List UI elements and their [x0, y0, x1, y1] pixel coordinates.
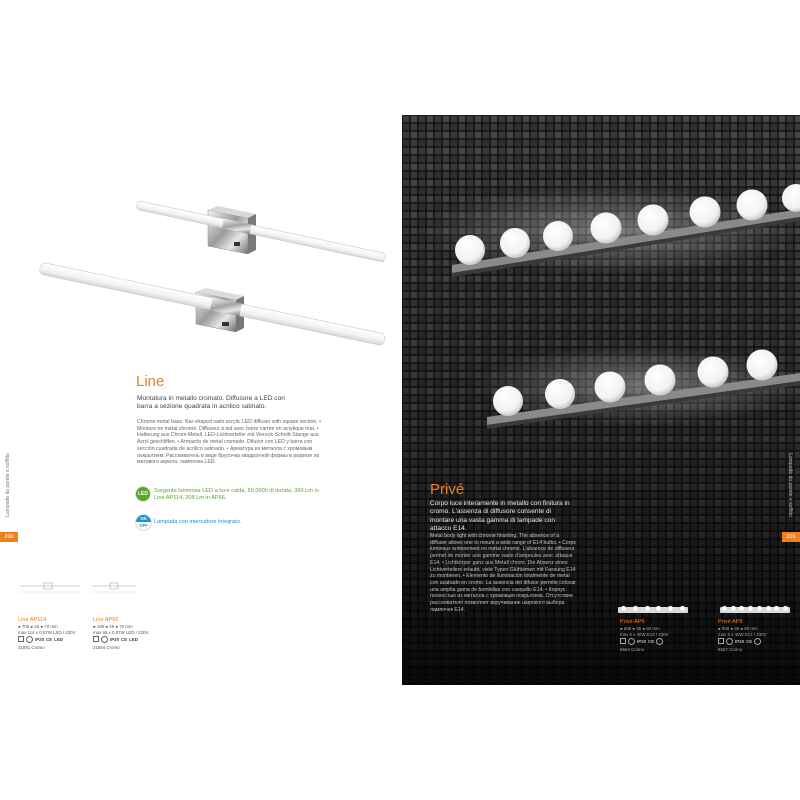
model-power: max 66 x 0,07W LED / 230V [93, 629, 149, 635]
prive-description-it: Corpo luce interamente in metallo con finitura in cromo. L'assenza di diffusore consente di montare una vasta gamma di lampade con attacco E14. [430, 500, 570, 533]
dimmer-icon [726, 638, 733, 645]
ce-badge: CE [648, 638, 655, 644]
class-icon [93, 636, 99, 642]
line-technical-drawings [18, 578, 143, 598]
dimmer-icon [628, 638, 635, 645]
line-model-ap66 [93, 617, 165, 651]
prive-model-ap6 [620, 619, 710, 653]
model-code: 6664 Cromo [620, 647, 645, 653]
bulb-icon [754, 638, 761, 645]
top-lamp-bar [136, 200, 386, 263]
on-off-icon [136, 515, 151, 530]
model-name: Privé AP8 [718, 619, 743, 625]
line-description-it: Montatura in metallo cromato. Diffusore a LED con barra a sezione quadrata in acrilico satinato. [137, 395, 285, 411]
led-feature-text: Sorgente luminosa LED a luce calda, 50.000h di durata, 360 Lm in Line AP114, 208 Lm in AP66. [154, 488, 319, 501]
model-name: Privé AP6 [620, 619, 645, 625]
dimmer-icon [101, 636, 108, 643]
certification-badges [18, 635, 90, 643]
ce-badge: CE [46, 636, 53, 642]
model-code: 6657 Cromo [718, 647, 743, 653]
bulb-icon [656, 638, 663, 645]
dimmer-icon [26, 636, 33, 643]
certification-badges [93, 635, 165, 643]
prive-model-ap8 [718, 619, 798, 653]
ip-badge: IP20 [735, 638, 745, 644]
ce-badge: CE [121, 636, 128, 642]
certification-badges [620, 637, 710, 645]
prive-ap6-thumbnail [618, 607, 688, 613]
line-product-image [20, 180, 400, 360]
switch-feature-text: Lampada con interruttore integrato. [154, 519, 242, 525]
model-power: max 114 x 0,07W LED / 230V [18, 629, 76, 635]
model-code: 31891 Cromo [18, 645, 45, 651]
line-title: Line [136, 373, 165, 390]
model-power: max 6 x 40W E14 / 230V [620, 631, 669, 637]
model-name: Line AP66 [93, 617, 119, 623]
certification-badges [718, 637, 798, 645]
page-number-left: 200 [0, 532, 18, 542]
section-label-right: Lampade da parete e soffitto [787, 453, 793, 517]
right-page [402, 115, 800, 685]
class-icon [18, 636, 24, 642]
model-dimensions: ● 180 ● 45 ● 70 mm [93, 624, 133, 629]
line-model-ap114 [18, 617, 90, 651]
bottom-lamp-bar [39, 262, 386, 347]
model-dimensions: ● 800 ● 35 ● 80 mm [718, 626, 758, 631]
model-code: 31884 Cromo [93, 645, 120, 651]
on-label: ON [140, 516, 147, 521]
off-label: OFF [136, 522, 151, 530]
model-name: Line AP114 [18, 617, 47, 623]
led-badge: LED [54, 636, 63, 642]
ip-badge: IP20 [110, 636, 120, 642]
ce-badge: CE [746, 638, 753, 644]
led-badge: LED [129, 636, 138, 642]
model-power: max 8 x 40W E14 / 230V [718, 631, 767, 637]
line-description-multilang: Chrome metal base. Bar-shaped satin acrylic LED diffuser with square section. • Monture en métal chromé. Diffuseur à led avec barre carrée en acrylique mat. • Halterung aus Chrom-Metall. LED-Lichtverteiler mit Viereck-Schnitt-Stange aus Acryl geschliffen. • Armazón de metal cromado. Difusor con LED y barra con sección cuadrada de acrílico satinado. • Арматура из металла с хромовым покрытием. Рассеиватель в виде брусочка квадратной формы в разрезе из матового акрила, лампочка LED. [137, 419, 321, 466]
model-dimensions: ● 600 ● 35 ● 80 mm [620, 626, 660, 631]
prive-description-multilang: Metal body light with chrome finishing. The absence of a diffuser allows one to mount a wide range of E14 bulbs. • Corps lumineux entièrement en métal chromé. L'absence de diffuseur permet de monter une gamme vaste d'ampoules avec attaque E14. • Lichtkörper ganz aus Metall chrom. Die Absenz eines Lichtverteilers erlaubt, viele Typen Glühbirnen mit Fassung E14 zu montieren. • Elemento de iluminación totalmente de metal con acabado en cromo. La ausencia del difusor permite colocar una amplia gama de bombillas con casquillo E14. • Корпус полностью из металла с хромовым покрытием. Отсутствие рассеивателя позволяет вкручивание широкого выбора лампочек E14. [430, 533, 576, 613]
page-number-right: 201 [782, 532, 800, 542]
prive-title: Privé [430, 481, 465, 498]
ip-badge: IP20 [35, 636, 45, 642]
model-dimensions: ● 705 ● 45 ● 70 mm [18, 624, 58, 629]
ip-badge: IP20 [637, 638, 647, 644]
class-icon [620, 638, 626, 644]
class-icon [718, 638, 724, 644]
prive-ap8-thumbnail [720, 607, 790, 613]
led-icon: LED [136, 487, 150, 501]
section-label-left: Lampade da parete e soffitto [5, 453, 11, 517]
